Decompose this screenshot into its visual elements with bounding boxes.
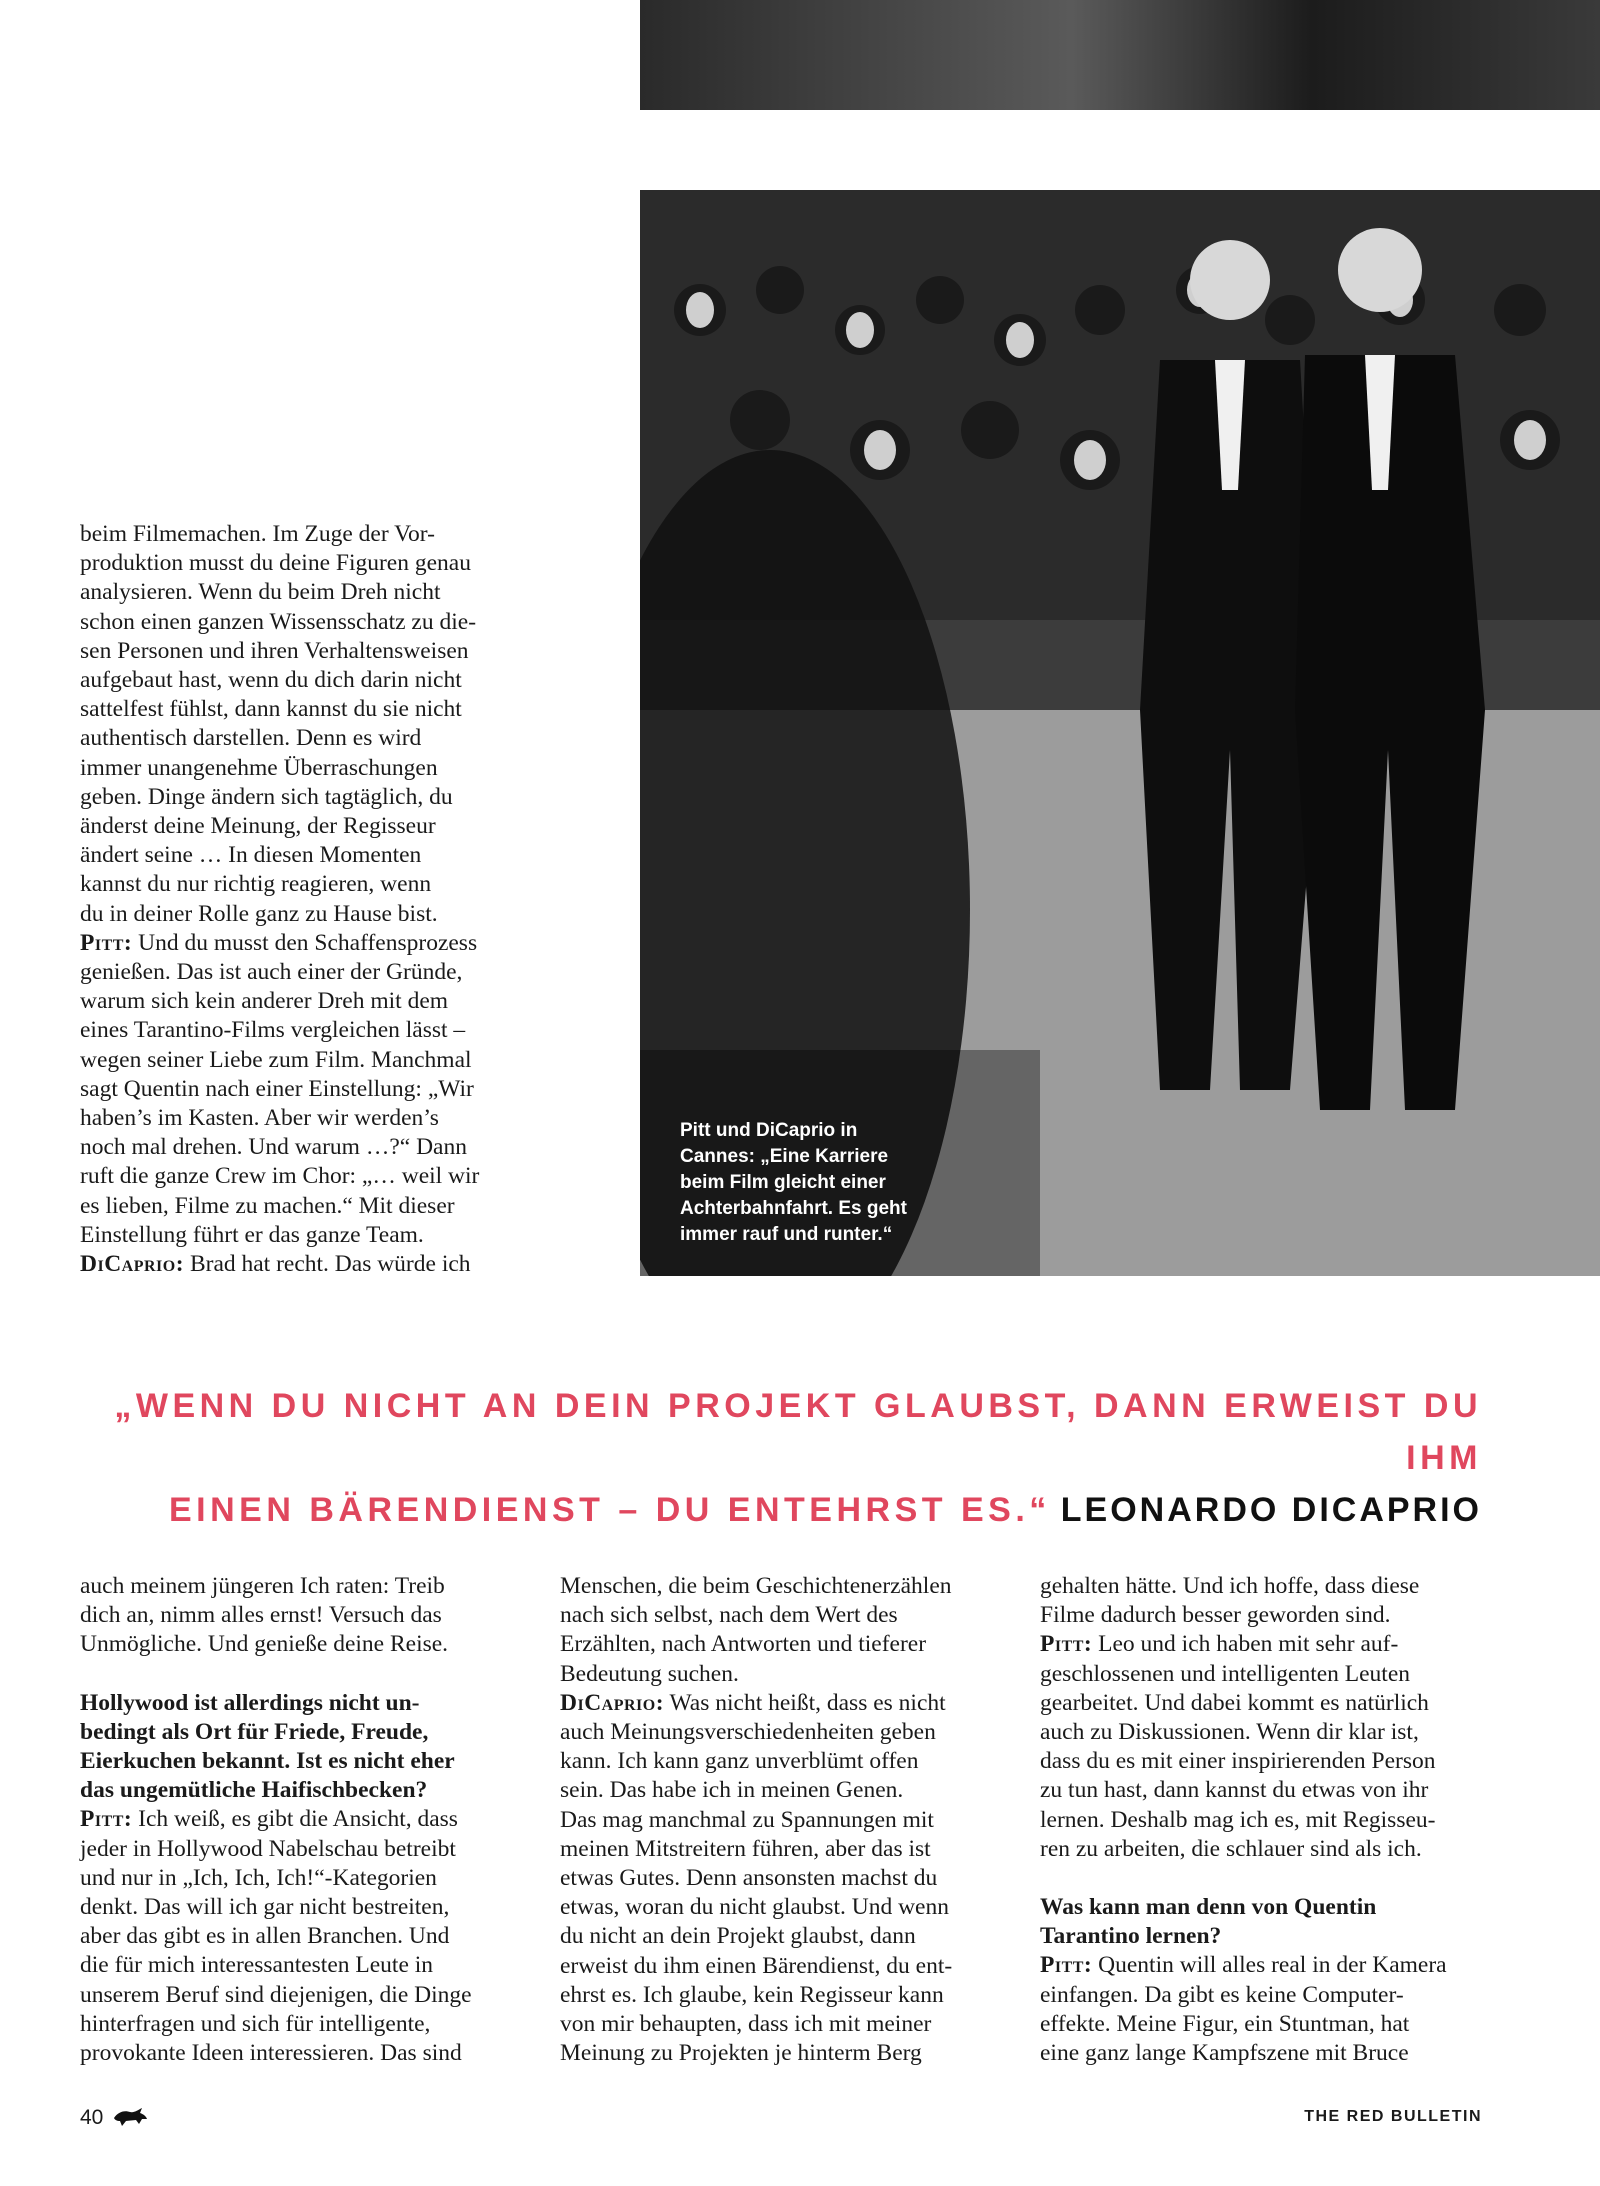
text-line: Bedeutung suchen.: [560, 1660, 739, 1687]
text-line: sen Personen und ihren Verhaltensweisen: [80, 637, 469, 664]
text-line: geben. Dinge ändern sich tagtäglich, du: [80, 783, 453, 810]
text-line: auch Meinungsverschiedenheiten geben: [560, 1719, 936, 1746]
caption-line: Pitt und DiCaprio in: [680, 1120, 858, 1141]
text-run: Was nicht heißt, dass es nicht: [664, 1689, 946, 1716]
text-line: meinen Mitstreitern führen, aber das ist: [560, 1835, 931, 1862]
bull-icon: [112, 2104, 148, 2128]
question-line: Was kann man denn von Quentin: [1040, 1894, 1377, 1921]
text-line: produktion musst du deine Figuren genau: [80, 550, 471, 577]
question-line: Eierkuchen bekannt. Ist es nicht eher: [80, 1748, 455, 1775]
text-line: provokante Ideen interessieren. Das sind: [80, 2040, 462, 2067]
text-line: etwas, woran du nicht glaubst. Und wenn: [560, 1894, 949, 1921]
text-line: und nur in „Ich, Ich, Ich!“-Kategorien: [80, 1864, 437, 1891]
text-line: ren zu arbeiten, die schlauer sind als ich.: [1040, 1835, 1422, 1862]
text-line: gearbeitet. Und dabei kommt es natürlich: [1040, 1689, 1429, 1716]
speaker-label: Pitt:: [80, 929, 133, 956]
speaker-label: DiCaprio:: [80, 1251, 185, 1278]
text-line: aufgebaut hast, wenn du dich darin nicht: [80, 667, 462, 694]
question-line: das ungemütliche Haifischbecken?: [80, 1777, 428, 1804]
text-line: etwas Gutes. Denn ansonsten machst du: [560, 1865, 938, 1892]
text-line: [560, 1689, 1020, 1718]
text-line: einfangen. Da gibt es keine Computer-: [1040, 1981, 1404, 2008]
question-line: bedingt als Ort für Friede, Freude,: [80, 1718, 429, 1745]
text-line: noch mal drehen. Und warum …?“ Dann: [80, 1134, 467, 1161]
text-line: gehalten hätte. Und ich hoffe, dass diese: [1040, 1573, 1420, 1599]
question-line: Tarantino lernen?: [1040, 1923, 1222, 1950]
text-line: eines Tarantino-Films vergleichen lässt –: [80, 1017, 466, 1044]
text-line: Unmögliche. Und genieße deine Reise.: [80, 1631, 449, 1658]
text-line: du nicht an dein Projekt glaubst, dann: [560, 1923, 916, 1950]
text-line: ehrst es. Ich glaube, kein Regisseur kann: [560, 1981, 944, 2008]
caption-line: Cannes: „Eine Karriere: [680, 1146, 889, 1167]
paragraph-gap: [80, 1660, 540, 1689]
text-line: sein. Das habe ich in meinen Genen.: [560, 1777, 904, 1804]
column-1: [80, 1572, 540, 2068]
caption-line: immer rauf und runter.“: [680, 1224, 893, 1245]
text-run: Quentin will alles real in der Kamera: [1092, 1952, 1447, 1979]
text-line: du in deiner Rolle ganz zu Hause bist.: [80, 900, 438, 927]
text-line: auch meinem jüngeren Ich raten: Treib: [80, 1573, 445, 1599]
text-line: kann. Ich kann ganz unverblümt offen: [560, 1748, 919, 1775]
question-line: Hollywood ist allerdings nicht un-: [80, 1689, 420, 1716]
magazine-name: THE RED BULLETIN: [1304, 2108, 1482, 2125]
text-line: erweist du ihm einen Bärendienst, du ent-: [560, 1952, 953, 1979]
quote-author: LEONARDO DICAPRIO: [1060, 1491, 1482, 1529]
text-line: auch zu Diskussionen. Wenn dir klar ist,: [1040, 1719, 1419, 1746]
text-line: die für mich interessantesten Leute in: [80, 1952, 434, 1979]
text-run: Brad hat recht. Das würde ich: [184, 1251, 471, 1278]
pull-quote: [80, 1380, 1482, 1536]
speaker-label: Pitt:: [1040, 1952, 1093, 1979]
quote-line: [80, 1380, 1482, 1484]
text-line: ändert seine … In diesen Momenten: [80, 842, 422, 869]
column-3: [1040, 1572, 1500, 2068]
text-line: eine ganz lange Kampfszene mit Bruce: [1040, 2040, 1409, 2067]
page-number: 40: [80, 2106, 104, 2129]
text-line: ruft die ganze Crew im Chor: „… weil wir: [80, 1163, 480, 1190]
text-line: dass du es mit einer inspirierenden Person: [1040, 1748, 1436, 1775]
speaker-label: Pitt:: [1040, 1631, 1093, 1658]
text-line: zu tun hast, dann kannst du etwas von ihr: [1040, 1777, 1429, 1804]
text-line: geschlossenen und intelligenten Leuten: [1040, 1660, 1411, 1687]
text-line: Das mag manchmal zu Spannungen mit: [560, 1806, 934, 1833]
caption-line: Achterbahnfahrt. Es geht: [680, 1198, 907, 1219]
text-line: Filme dadurch besser geworden sind.: [1040, 1602, 1391, 1629]
text-line: sagt Quentin nach einer Einstellung: „Wir: [80, 1075, 474, 1102]
quote-line: [80, 1484, 1482, 1536]
top-photo: [640, 0, 1600, 110]
text-line: warum sich kein anderer Dreh mit dem: [80, 988, 449, 1015]
text-line: Menschen, die beim Geschichtenerzählen: [560, 1573, 952, 1599]
text-line: Einstellung führt er das ganze Team.: [80, 1221, 424, 1248]
text-line: [80, 1805, 540, 1834]
text-line: beim Filmemachen. Im Zuge der Vor-: [80, 521, 435, 547]
text-line: hinterfragen und sich für intelligente,: [80, 2010, 431, 2037]
quote-text: „WENN DU NICHT AN DEIN PROJEKT GLAUBST, DANN ERWEIST DU IHM: [114, 1387, 1482, 1477]
text-line: wegen seiner Liebe zum Film. Manchmal: [80, 1046, 472, 1073]
text-line: denkt. Das will ich gar nicht bestreiten,: [80, 1894, 450, 1921]
text-line: es lieben, Filme zu machen.“ Mit dieser: [80, 1192, 455, 1219]
quote-text: EINEN BÄRENDIENST – DU ENTEHRST ES.“: [169, 1491, 1051, 1529]
text-line: änderst deine Meinung, der Regisseur: [80, 813, 436, 840]
text-line: aber das gibt es in allen Branchen. Und: [80, 1923, 450, 1950]
text-run: Leo und ich haben mit sehr auf-: [1092, 1631, 1399, 1658]
text-line: kannst du nur richtig reagieren, wenn: [80, 871, 432, 898]
text-line: dich an, nimm alles ernst! Versuch das: [80, 1602, 442, 1629]
caption-line: beim Film gleicht einer: [680, 1172, 886, 1193]
text-line: [1040, 1630, 1500, 1659]
text-line: nach sich selbst, nach dem Wert des: [560, 1602, 898, 1629]
text-line: authentisch darstellen. Denn es wird: [80, 725, 422, 752]
text-line: genießen. Das ist auch einer der Gründe,: [80, 959, 463, 986]
text-line: Erzählten, nach Antworten und tieferer: [560, 1631, 927, 1658]
text-line: immer unangenehme Überraschungen: [80, 754, 438, 781]
text-line: analysieren. Wenn du beim Dreh nicht: [80, 579, 441, 606]
main-photo: [640, 190, 1600, 1276]
text-line: sattelfest fühlst, dann kannst du sie nicht: [80, 696, 462, 723]
text-line: [80, 929, 540, 958]
column-2: [560, 1572, 1020, 2068]
text-line: [80, 1250, 540, 1279]
text-line: haben’s im Kasten. Aber wir werden’s: [80, 1105, 439, 1132]
text-run: Und du musst den Schaffensprozess: [132, 929, 478, 956]
text-line: lernen. Deshalb mag ich es, mit Regisseu-: [1040, 1806, 1436, 1833]
text-line: von mir behaupten, dass ich mit meiner: [560, 2011, 932, 2038]
text-line: Meinung zu Projekten je hinterm Berg: [560, 2040, 922, 2067]
text-line: schon einen ganzen Wissensschatz zu die-: [80, 608, 477, 635]
text-line: effekte. Meine Figur, ein Stuntman, hat: [1040, 2010, 1410, 2037]
paragraph-gap: [1040, 1864, 1500, 1893]
text-line: unserem Beruf sind diejenigen, die Dinge: [80, 1981, 472, 2008]
text-line: [1040, 1951, 1500, 1980]
text-line: jeder in Hollywood Nabelschau betreibt: [80, 1835, 456, 1862]
column-top-left: [80, 520, 540, 1279]
photo-illustration: [640, 190, 1600, 1276]
speaker-label: Pitt:: [80, 1806, 133, 1833]
speaker-label: DiCaprio:: [560, 1689, 665, 1716]
photo-caption: [680, 1118, 980, 1248]
text-run: Ich weiß, es gibt die Ansicht, dass: [132, 1806, 458, 1833]
